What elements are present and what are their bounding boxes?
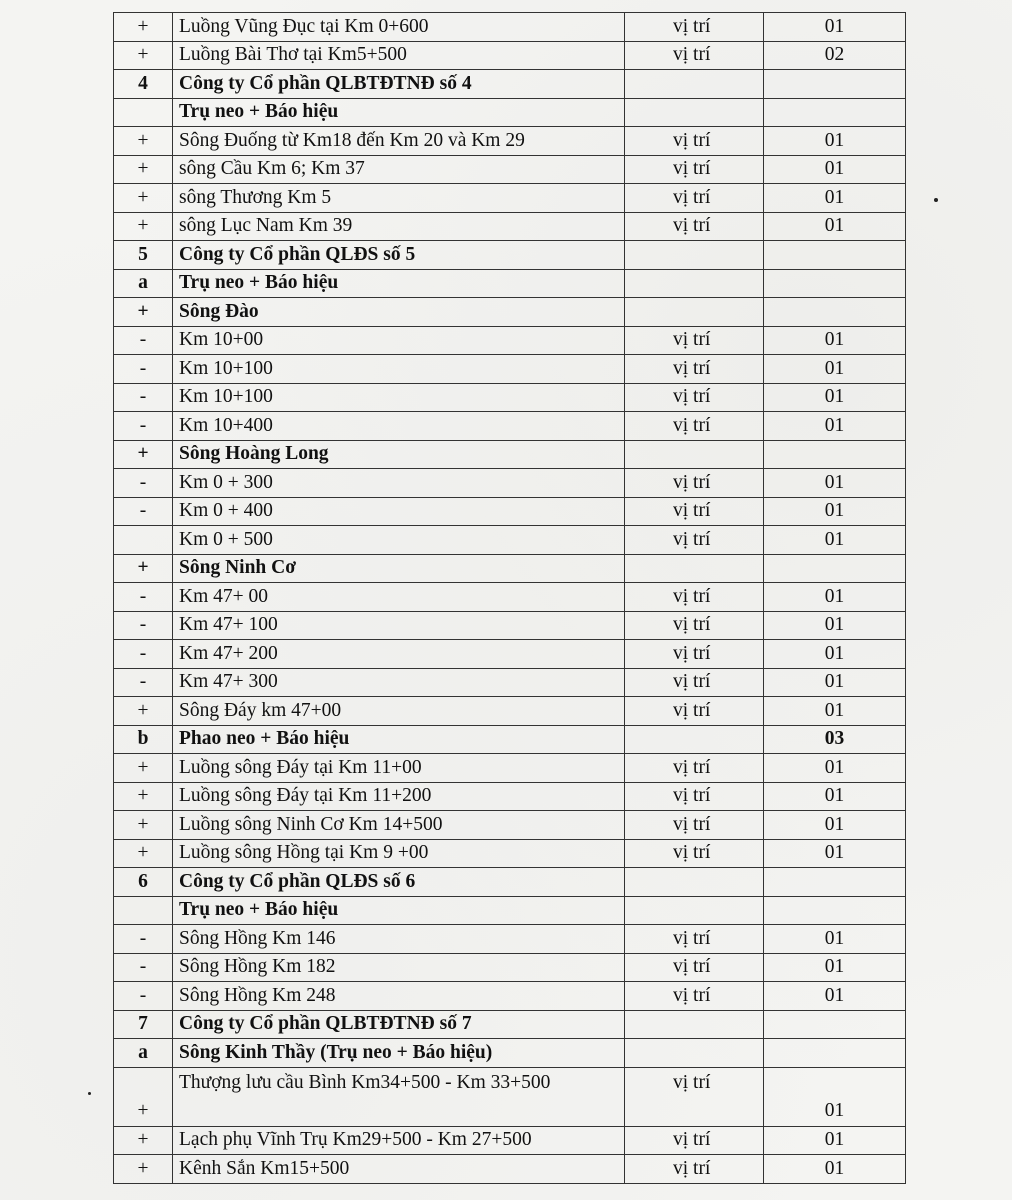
- row-description: Công ty Cổ phần QLĐS số 5: [173, 241, 625, 270]
- row-number: +: [114, 184, 173, 213]
- row-unit: vị trí: [625, 412, 764, 441]
- table-row: [114, 697, 906, 726]
- row-number: +: [114, 298, 173, 327]
- table-row: [114, 583, 906, 612]
- row-description: Trụ neo + Báo hiệu: [173, 269, 625, 298]
- row-unit: [625, 269, 764, 298]
- row-description: Trụ neo + Báo hiệu: [173, 98, 625, 127]
- row-unit: vị trí: [625, 782, 764, 811]
- row-unit: [625, 1039, 764, 1068]
- table-row: [114, 554, 906, 583]
- table-row: [114, 611, 906, 640]
- row-quantity: 01: [764, 811, 906, 840]
- row-quantity: 01: [764, 412, 906, 441]
- row-number: -: [114, 383, 173, 412]
- row-description: Sông Đào: [173, 298, 625, 327]
- row-quantity: 01: [764, 497, 906, 526]
- table-row: [114, 1126, 906, 1155]
- row-number: -: [114, 469, 173, 498]
- row-quantity: 01: [764, 754, 906, 783]
- row-unit: vị trí: [625, 184, 764, 213]
- row-number: +: [114, 782, 173, 811]
- table-row: [114, 1155, 906, 1184]
- table-body: [114, 13, 906, 1184]
- row-quantity: 01: [764, 782, 906, 811]
- row-unit: [625, 440, 764, 469]
- row-quantity: [764, 1039, 906, 1068]
- row-description: Luồng sông Đáy tại Km 11+200: [173, 782, 625, 811]
- row-quantity: 03: [764, 725, 906, 754]
- row-description: sông Lục Nam Km 39: [173, 212, 625, 241]
- table-row: [114, 412, 906, 441]
- row-unit: vị trí: [625, 13, 764, 42]
- row-unit: vị trí: [625, 326, 764, 355]
- table-row: [114, 70, 906, 99]
- row-quantity: [764, 896, 906, 925]
- table-row: [114, 98, 906, 127]
- row-quantity: 01: [764, 326, 906, 355]
- table-row: [114, 1010, 906, 1039]
- row-description: sông Cầu Km 6; Km 37: [173, 155, 625, 184]
- row-number: 5: [114, 241, 173, 270]
- row-quantity: 01: [764, 668, 906, 697]
- row-description: Sông Ninh Cơ: [173, 554, 625, 583]
- row-unit: vị trí: [625, 611, 764, 640]
- row-unit: vị trí: [625, 212, 764, 241]
- row-unit: [625, 725, 764, 754]
- row-number: 4: [114, 70, 173, 99]
- row-quantity: [764, 868, 906, 897]
- row-unit: vị trí: [625, 754, 764, 783]
- row-number: -: [114, 326, 173, 355]
- scan-speck: [88, 1092, 91, 1095]
- row-quantity: [764, 98, 906, 127]
- row-unit: vị trí: [625, 497, 764, 526]
- row-description: Km 0 + 500: [173, 526, 625, 555]
- row-unit: vị trí: [625, 355, 764, 384]
- table-row: [114, 668, 906, 697]
- row-description: Công ty Cổ phần QLBTĐTNĐ số 7: [173, 1010, 625, 1039]
- row-unit: [625, 554, 764, 583]
- row-quantity: 01: [764, 469, 906, 498]
- row-description: Km 10+100: [173, 383, 625, 412]
- row-number: a: [114, 1039, 173, 1068]
- row-quantity: 01: [764, 1155, 906, 1184]
- row-quantity: [764, 241, 906, 270]
- row-unit: vị trí: [625, 127, 764, 156]
- row-number: +: [114, 13, 173, 42]
- row-unit: [625, 1010, 764, 1039]
- row-description: Luồng Vũng Đục tại Km 0+600: [173, 13, 625, 42]
- row-number: [114, 896, 173, 925]
- table-row: [114, 896, 906, 925]
- table-row: [114, 782, 906, 811]
- row-number: +: [114, 440, 173, 469]
- row-number: 6: [114, 868, 173, 897]
- row-description: Luồng sông Hồng tại Km 9 +00: [173, 839, 625, 868]
- row-quantity: 01: [764, 953, 906, 982]
- row-unit: [625, 896, 764, 925]
- row-number: [114, 526, 173, 555]
- table-row: [114, 811, 906, 840]
- row-quantity: 01: [764, 611, 906, 640]
- row-description: sông Thương Km 5: [173, 184, 625, 213]
- row-unit: vị trí: [625, 697, 764, 726]
- row-unit: vị trí: [625, 41, 764, 70]
- row-number: +: [114, 1155, 173, 1184]
- row-unit: [625, 298, 764, 327]
- row-unit: vị trí: [625, 811, 764, 840]
- row-unit: vị trí: [625, 982, 764, 1011]
- row-number: a: [114, 269, 173, 298]
- row-unit: [625, 70, 764, 99]
- row-description: Luồng Bài Thơ tại Km5+500: [173, 41, 625, 70]
- table-row: [114, 298, 906, 327]
- row-description: Sông Hoàng Long: [173, 440, 625, 469]
- row-unit: vị trí: [625, 1155, 764, 1184]
- row-number: [114, 98, 173, 127]
- table-row: [114, 440, 906, 469]
- row-unit: [625, 98, 764, 127]
- row-unit: vị trí: [625, 925, 764, 954]
- row-description: Km 10+400: [173, 412, 625, 441]
- row-quantity: 01: [764, 583, 906, 612]
- row-unit: vị trí: [625, 469, 764, 498]
- table-row: [114, 326, 906, 355]
- row-number: -: [114, 412, 173, 441]
- row-quantity: [764, 1010, 906, 1039]
- row-number: +: [114, 127, 173, 156]
- row-quantity: 01: [764, 383, 906, 412]
- row-quantity: [764, 269, 906, 298]
- row-quantity: 01: [764, 13, 906, 42]
- table-row: [114, 640, 906, 669]
- row-description: Km 47+ 200: [173, 640, 625, 669]
- row-quantity: [764, 70, 906, 99]
- row-number: +: [114, 839, 173, 868]
- row-description: Thượng lưu cầu Bình Km34+500 - Km 33+500: [173, 1067, 625, 1126]
- table-row: [114, 982, 906, 1011]
- row-number: -: [114, 953, 173, 982]
- row-unit: vị trí: [625, 668, 764, 697]
- row-unit: vị trí: [625, 383, 764, 412]
- table-row: [114, 497, 906, 526]
- asset-table: [113, 12, 906, 1184]
- row-description: Km 47+ 00: [173, 583, 625, 612]
- row-description: Phao neo + Báo hiệu: [173, 725, 625, 754]
- row-number: +: [114, 697, 173, 726]
- row-quantity: 01: [764, 839, 906, 868]
- row-quantity: 01: [764, 355, 906, 384]
- row-description: Công ty Cổ phần QLĐS số 6: [173, 868, 625, 897]
- row-description: Kênh Sắn Km15+500: [173, 1155, 625, 1184]
- row-unit: vị trí: [625, 1126, 764, 1155]
- row-number: +: [114, 811, 173, 840]
- table-row: [114, 526, 906, 555]
- row-unit: [625, 241, 764, 270]
- row-quantity: 01: [764, 1067, 906, 1126]
- row-description: Sông Hồng Km 248: [173, 982, 625, 1011]
- row-unit: vị trí: [625, 583, 764, 612]
- row-description: Km 0 + 400: [173, 497, 625, 526]
- row-unit: vị trí: [625, 953, 764, 982]
- row-description: Km 10+100: [173, 355, 625, 384]
- table-row: [114, 725, 906, 754]
- row-number: +: [114, 554, 173, 583]
- table-row: [114, 1067, 906, 1126]
- row-number: -: [114, 355, 173, 384]
- table-row: [114, 383, 906, 412]
- row-description: Luồng sông Ninh Cơ Km 14+500: [173, 811, 625, 840]
- row-description: Km 47+ 300: [173, 668, 625, 697]
- row-description: Sông Hồng Km 146: [173, 925, 625, 954]
- table-row: [114, 241, 906, 270]
- row-description: Công ty Cổ phần QLBTĐTNĐ số 4: [173, 70, 625, 99]
- row-description: Luồng sông Đáy tại Km 11+00: [173, 754, 625, 783]
- row-quantity: 01: [764, 212, 906, 241]
- row-quantity: 02: [764, 41, 906, 70]
- row-number: -: [114, 925, 173, 954]
- row-quantity: 01: [764, 925, 906, 954]
- table-row: [114, 839, 906, 868]
- table-row: [114, 155, 906, 184]
- table-row: [114, 754, 906, 783]
- row-description: Trụ neo + Báo hiệu: [173, 896, 625, 925]
- table-row: [114, 127, 906, 156]
- row-description: Sông Hồng Km 182: [173, 953, 625, 982]
- table-row: [114, 1039, 906, 1068]
- row-description: Sông Đáy km 47+00: [173, 697, 625, 726]
- row-quantity: [764, 440, 906, 469]
- row-number: -: [114, 497, 173, 526]
- row-number: +: [114, 1126, 173, 1155]
- row-description: Sông Kinh Thầy (Trụ neo + Báo hiệu): [173, 1039, 625, 1068]
- row-number: +: [114, 41, 173, 70]
- row-number: -: [114, 611, 173, 640]
- table-row: [114, 184, 906, 213]
- row-number: 7: [114, 1010, 173, 1039]
- row-unit: vị trí: [625, 155, 764, 184]
- row-unit: vị trí: [625, 1067, 764, 1126]
- table-row: [114, 953, 906, 982]
- row-quantity: 01: [764, 982, 906, 1011]
- row-number: b: [114, 725, 173, 754]
- scan-speck: [934, 198, 938, 202]
- row-number: +: [114, 1067, 173, 1126]
- row-unit: vị trí: [625, 640, 764, 669]
- row-description: Sông Đuống từ Km18 đến Km 20 và Km 29: [173, 127, 625, 156]
- row-number: -: [114, 583, 173, 612]
- table-row: [114, 41, 906, 70]
- row-number: -: [114, 982, 173, 1011]
- table-row: [114, 925, 906, 954]
- table-row: [114, 13, 906, 42]
- table-row: [114, 269, 906, 298]
- row-quantity: 01: [764, 697, 906, 726]
- row-unit: [625, 868, 764, 897]
- row-quantity: 01: [764, 640, 906, 669]
- row-number: -: [114, 668, 173, 697]
- row-number: +: [114, 212, 173, 241]
- table-row: [114, 469, 906, 498]
- row-quantity: 01: [764, 526, 906, 555]
- row-quantity: 01: [764, 1126, 906, 1155]
- table-row: [114, 355, 906, 384]
- row-description: Km 10+00: [173, 326, 625, 355]
- row-unit: vị trí: [625, 839, 764, 868]
- row-quantity: 01: [764, 184, 906, 213]
- row-quantity: 01: [764, 155, 906, 184]
- row-quantity: [764, 554, 906, 583]
- row-unit: vị trí: [625, 526, 764, 555]
- row-number: -: [114, 640, 173, 669]
- row-description: Km 47+ 100: [173, 611, 625, 640]
- row-description: Lạch phụ Vĩnh Trụ Km29+500 - Km 27+500: [173, 1126, 625, 1155]
- row-quantity: [764, 298, 906, 327]
- row-quantity: 01: [764, 127, 906, 156]
- row-description: Km 0 + 300: [173, 469, 625, 498]
- row-number: +: [114, 754, 173, 783]
- table-row: [114, 868, 906, 897]
- table-row: [114, 212, 906, 241]
- row-number: +: [114, 155, 173, 184]
